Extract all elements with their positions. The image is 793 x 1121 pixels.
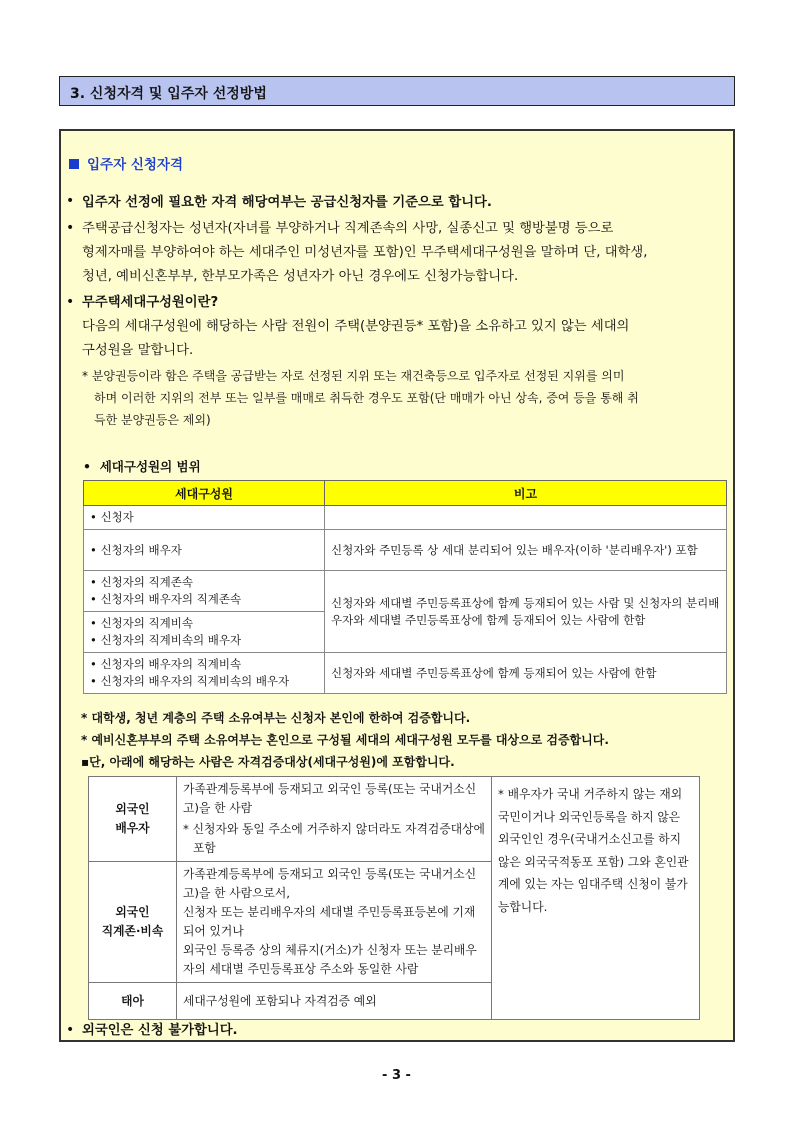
foreign-lineal-desc (177, 862, 492, 983)
bullet-icon: • (66, 1022, 75, 1038)
household-member-table (83, 480, 727, 694)
square-bullet-icon (69, 159, 79, 169)
foreigner-table (88, 776, 700, 1020)
member-line: • 신청자의 배우자의 직계비속의 배우자 (90, 674, 290, 688)
member-cell: • 신청자 (84, 506, 325, 530)
table-row (84, 506, 727, 530)
remarks-cell (325, 506, 727, 530)
member-cell: • 신청자의 배우자 (84, 530, 325, 571)
content-panel (59, 129, 735, 1042)
table-row (89, 777, 700, 862)
header-member: 세대구성원 (84, 481, 325, 506)
bullet-icon: • (83, 459, 91, 474)
member-cell (84, 612, 325, 653)
member-line: • 신청자의 배우자의 직계존속 (90, 592, 242, 606)
fetus-label: 태아 (89, 983, 177, 1020)
remarks-cell: 신청자와 세대별 주민등록표상에 함께 등재되어 있는 사람 및 신청자의 분리배우자와 세대별 주민등록표상에 함께 등재되어 있는 사람에 한함 (325, 571, 727, 653)
label-line: 외국인 (115, 802, 150, 816)
applicant-definition-line-1: 주택공급신청자는 성년자(자녀를 부양하거나 직계존속의 사망, 실종신고 및 행방불명 등으로 (82, 221, 614, 236)
subsection-title (69, 153, 183, 173)
foreign-lineal-label (89, 862, 177, 983)
desc-line: 외국인 등록증 상의 체류지(거소)가 신청자 또는 분리배우자의 세대별 주민등록표상 주소와 동일한 사람 (183, 943, 477, 976)
label-line: 직계존·비속 (101, 924, 164, 938)
applicant-definition-line-3: 청년, 예비신혼부부, 한부모가족은 성년자가 아닌 경우에도 신청가능합니다. (82, 269, 519, 284)
member-line: • 신청자의 직계비속 (90, 616, 193, 630)
desc-line: 가족관계등록부에 등재되고 외국인 등록(또는 국내거소신고)을 한 사람으로서, (183, 867, 477, 900)
table-row (84, 653, 727, 694)
section-header (59, 76, 735, 106)
table-row (84, 571, 727, 612)
remarks-cell: 신청자와 세대별 주민등록표상에 함께 등재되어 있는 사람에 한함 (325, 653, 727, 694)
desc-text: 가족관계등록부에 등재되고 외국인 등록(또는 국내거소신고)을 한 사람 (183, 782, 477, 815)
member-cell (84, 653, 325, 694)
household-range-heading (83, 457, 201, 475)
member-line: • 신청자의 배우자의 직계비속 (90, 657, 242, 671)
homeless-definition-line-2: 구성원을 말합니다. (82, 343, 194, 358)
section-title: 3. 신청자격 및 입주자 선정방법 (70, 86, 267, 102)
label-line: 외국인 (115, 905, 150, 919)
foreign-spouse-label (89, 777, 177, 862)
newlywed-note: * 예비신혼부부의 주택 소유여부는 혼인으로 구성될 세대의 세대구성원 모두를 대상으로 검증합니다. (81, 733, 609, 747)
page-number: - 3 - (382, 1068, 411, 1083)
household-range-heading-text: 세대구성원의 범위 (99, 459, 201, 474)
foreign-spouse-desc (177, 777, 492, 862)
verification-target-note: ▪단, 아래에 해당하는 사람은 자격검증대상(세대구성원)에 포함합니다. (81, 755, 455, 769)
eligibility-basis: 입주자 선정에 필요한 자격 해당여부는 공급신청자를 기준으로 합니다. (82, 195, 492, 210)
applicant-definition-line-2: 형제자매를 부양하여야 하는 세대주인 미성년자를 포함)인 무주택세대구성원을 말하며 단, 대학생, (82, 245, 648, 260)
homeless-household-question: 무주택세대구성원이란? (82, 295, 219, 310)
presale-note-line-3: 득한 분양권등은 제외) (94, 413, 211, 427)
presale-note-line-2: 하며 이러한 지위의 전부 또는 일부를 매매로 취득한 경우도 포함(단 매매가 아닌 상속, 증여 등을 통해 취 (94, 391, 639, 405)
table-header-row (84, 481, 727, 506)
header-remarks: 비고 (325, 481, 727, 506)
member-line: • 신청자의 직계비속의 배우자 (90, 633, 242, 647)
remarks-cell: 신청자와 주민등록 상 세대 분리되어 있는 배우자(이하 '분리배우자') 포함 (325, 530, 727, 571)
presale-note-line-1: * 분양권등이라 함은 주택을 공급받는 자로 선정된 지위 또는 재건축등으로 입주자로 선정된 지위를 의미 (82, 369, 625, 383)
fetus-desc: 세대구성원에 포함되나 자격검증 예외 (177, 983, 492, 1020)
student-youth-note: * 대학생, 청년 계층의 주택 소유여부는 신청자 본인에 한하여 검증합니다. (81, 711, 471, 725)
label-line: 배우자 (115, 821, 150, 835)
desc-line: 신청자 또는 분리배우자의 세대별 주민등록표등본에 기재되어 있거나 (183, 905, 476, 938)
bullet-icon: • (66, 294, 75, 310)
desc-note: * 신청자와 동일 주소에 거주하지 않더라도 자격검증대상에 포함 (183, 822, 485, 855)
bullet-icon: • (66, 220, 75, 236)
foreigner-side-note: * 배우자가 국내 거주하지 않는 재외국민이거나 외국인등록을 하지 않은 외국인인 경우(국내거소신고를 하지 않은 외국국적동포 포함) 그와 혼인관계에 있는 자는 임대주택 신청이 불가능합니다. (492, 777, 700, 1020)
table-row (84, 530, 727, 571)
bullet-icon: • (66, 193, 75, 209)
member-cell (84, 571, 325, 612)
subsection-title-text: 입주자 신청자격 (87, 157, 183, 173)
foreigner-not-eligible: 외국인은 신청 불가합니다. (82, 1023, 238, 1038)
member-line: • 신청자의 직계존속 (90, 575, 193, 589)
homeless-definition-line-1: 다음의 세대구성원에 해당하는 사람 전원이 주택(분양권등* 포함)을 소유하고 있지 않는 세대의 (82, 319, 630, 334)
